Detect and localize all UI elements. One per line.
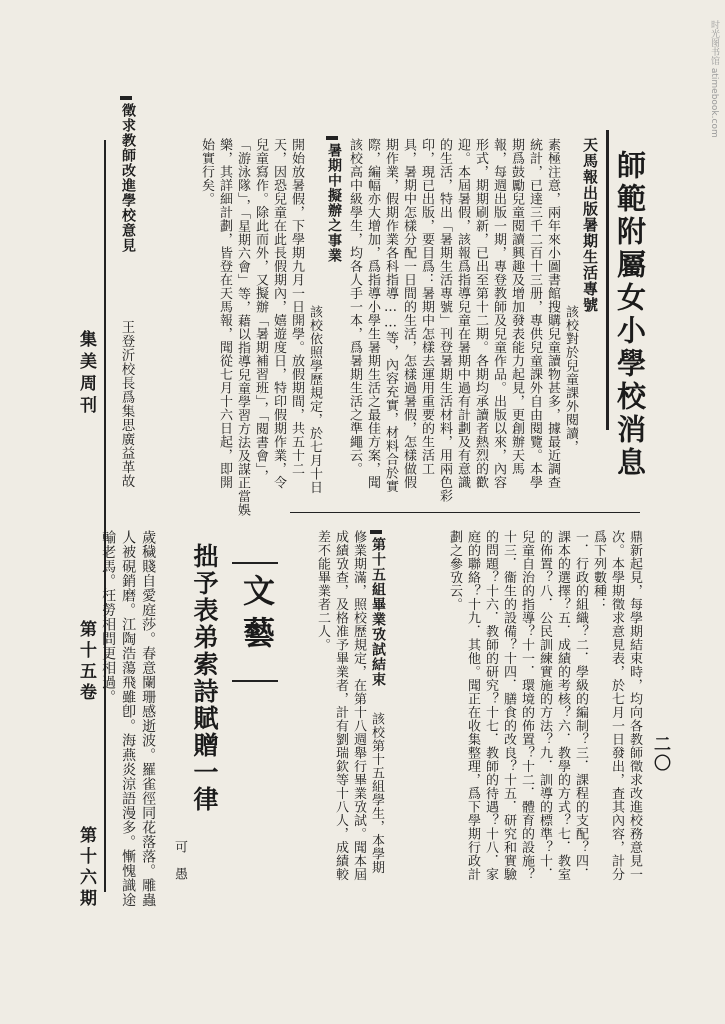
volume-label: 第十五卷 — [76, 620, 96, 704]
heading-mark-exam — [370, 530, 382, 534]
para-tianma-5: 報，每週出版一期，專登教師及兒童作品。出版以來，內容 — [490, 138, 506, 489]
para-exam-2: 修業期滿，照校歷規定，在第十八週舉行畢業攷試。聞本屆 — [350, 530, 366, 881]
para-exam-4: 差不能畢業者二人。 — [314, 530, 330, 652]
para-tianma-12: 際，編幅亦大增加，爲指導小學生暑期生活之最佳方案，聞 — [364, 138, 380, 489]
para-tianma-1: 該校對於兒童課外閱讀， — [562, 305, 578, 454]
para-summer-5: 「游泳隊」，「星期六會」等，藉以指導兒童學習方法及謀正當娛 — [234, 138, 250, 517]
para-opinion-1: 王登沂校長爲集思廣益革故 — [118, 320, 135, 488]
heading-mark-opinion — [120, 96, 132, 100]
poem-line-1: 歲穢賤自愛庭莎。春意闌珊感逝波。羅雀徑同花落落。雕蟲 — [140, 530, 157, 907]
para-tianma-3: 統計，已達三千二百十三册，專供兒童課外自由閱覽。本學 — [526, 138, 542, 489]
para-opinion-6: 課本的選擇？五．成績的考核？六．教學的方式？七．教室 — [554, 530, 570, 881]
para-tianma-6: 形式，期期刷新，已出至第十二期。各期均承讀者熱烈的歡 — [472, 138, 488, 489]
title-rule — [606, 130, 609, 430]
para-summer-2: 開始放暑假，下學期九月一日開學。放假期間，共五十二 — [288, 138, 304, 476]
para-tianma-2: 素極注意，兩年來小圖書館搜購兒童讀物甚多，據最近調查 — [544, 138, 560, 489]
watermark: 时光图书馆 atimebook.com — [709, 20, 719, 138]
para-tianma-9: 印，現已出版，要目爲：暑期中怎樣去運用重要的生活工 — [418, 138, 434, 476]
para-summer-4: 兒童寫作。除此而外，又擬辦「暑期補習班」，「閱書會」， — [252, 138, 268, 483]
para-opinion-4: 爲下列數種： — [590, 530, 606, 611]
para-opinion-11: 庭的聯絡？十九．其他。聞正在收集整理，爲下學期行政計 — [464, 530, 480, 881]
para-opinion-3: 次。本學期徵求意見表，於七月一日發出，査其內容，計分 — [608, 530, 624, 881]
header-rule — [104, 140, 106, 892]
para-opinion-2: 鼎新起見，每學期結束時，均向各教師徵求改進校務意見一 — [626, 530, 642, 881]
journal-name: 集美周刊 — [76, 330, 96, 418]
page-number: 二〇 — [650, 735, 670, 773]
para-tianma-8: 的生活，特出「暑期生活專號」刊登暑期生活材料，用兩色彩 — [436, 138, 452, 503]
poem-title: 拙予表弟索詩賦贈一律 — [190, 543, 219, 813]
para-summer-6: 樂，其詳細計劃，皆登在天馬報，聞從七月十六日起，即開 — [216, 138, 232, 489]
para-opinion-12: 劃之參攷云。 — [446, 530, 462, 611]
section-heading-exam: 第十五組畢業攷試結束 — [370, 537, 386, 687]
para-tianma-10: 具，暑期中怎樣分配一日間的生活，怎樣過暑假，怎樣做假 — [400, 138, 416, 489]
para-summer-1: 該校依照學歷規定，於七月十日 — [306, 305, 322, 494]
literature-section-title: 文藝 — [238, 574, 276, 658]
literature-box-bottom — [232, 680, 278, 682]
heading-mark-summer — [326, 136, 338, 140]
poem-line-2: 人被硯銷磨。江陶浩蕩飛雖卽。海燕炎涼語漫多。慚愧識途 — [120, 530, 137, 907]
para-tianma-13: 該校高中級學生，均各人手一本，爲暑期生活之準繩云。 — [346, 138, 362, 476]
section-divider — [290, 512, 640, 513]
para-opinion-8: 兒童自治的指導？十一．環境的佈置？十二．體育的設施？ — [518, 530, 534, 881]
para-opinion-7: 的佈置？八．公民訓練實施的方法？九．訓導的標準？十． — [536, 530, 552, 881]
section-heading-opinion: 徵求教師改進學校意見 — [120, 103, 136, 253]
para-summer-3: 天，因恐兒童在此長假期內，嬉遊度日，特印假期作業，令 — [270, 138, 286, 489]
para-tianma-11: 期作業，假期作業各科指導……等，內容充實，材料合於實 — [382, 138, 398, 493]
literature-box-top — [232, 562, 278, 564]
para-opinion-9: 十三．衞生的設備？十四．膳食的改良？十五．研究和實驗 — [500, 530, 516, 881]
para-opinion-10: 的問題？十六．教師的研究？十七．教師的待遇？十八．家 — [482, 530, 498, 881]
para-tianma-7: 迎。本屆暑假，該報爲指導兒童在暑期中過有計劃及有意識 — [454, 138, 470, 489]
article-title: 師範附屬女小學校消息 — [613, 150, 647, 480]
section-heading-tianma: 天馬報出版暑期生活專號 — [581, 137, 599, 313]
poem-line-3: 輸老馬。枉勞相問更相過。 — [100, 530, 117, 704]
para-exam-3: 成績攷查，及格准予畢業者，計有劉瑞欽等十八人，成績較 — [332, 530, 348, 881]
para-opinion-5: 一．行政的組織？二．學級的編制？三．課程的支配？四． — [572, 530, 588, 881]
para-summer-7: 始實行矣。 — [198, 138, 214, 206]
section-heading-summer: 暑期中擬辦之事業 — [326, 143, 342, 263]
poem-author: 可愚 — [172, 840, 187, 894]
para-tianma-4: 期爲鼓勵兒童閱讀興趣及增加發表能力起見，更創辦天馬 — [508, 138, 524, 476]
issue-label: 第十六期 — [76, 826, 96, 910]
para-exam-1: 該校第十五組學生，本學期 — [368, 712, 384, 874]
